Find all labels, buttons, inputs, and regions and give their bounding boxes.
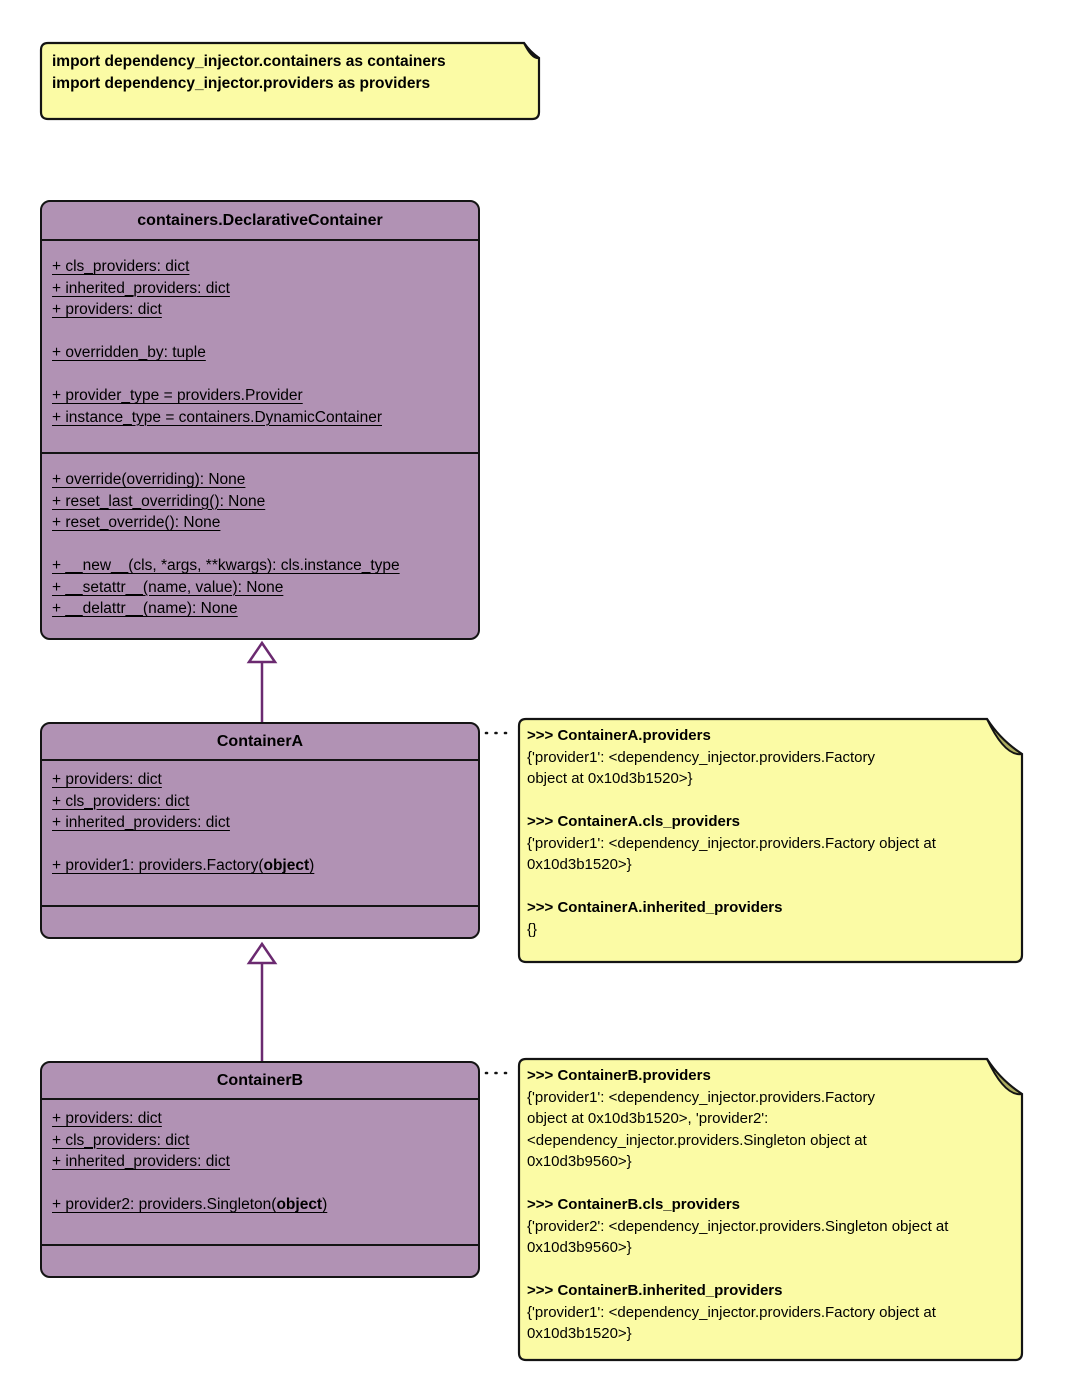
text-segment: object (263, 857, 310, 874)
text-line: {'provider2': <dependency_injector.providers.Singleton object at (527, 1217, 949, 1235)
text-line: + inherited_providers: dict (52, 279, 230, 297)
inheritance-triangle-icon (249, 944, 275, 963)
import-note-text (40, 42, 540, 120)
blank-line (52, 534, 466, 556)
class-title: ContainerA (42, 724, 478, 761)
text-line: >>> ContainerA.cls_providers (527, 813, 741, 830)
blank-line (527, 790, 1015, 812)
text-line: + inherited_providers: dict (52, 1153, 230, 1170)
text-line: >>> ContainerB.cls_providers (527, 1196, 741, 1213)
text-line: <dependency_injector.providers.Singleton object at (527, 1131, 867, 1149)
blank-line (52, 321, 466, 343)
text-line: object at 0x10d3b1520>, 'provider2': (527, 1110, 769, 1127)
blank-line (527, 876, 1015, 898)
repl-note-text (518, 718, 1023, 963)
attributes-compartment (42, 761, 478, 907)
text-line: >>> ContainerA.providers (527, 727, 711, 744)
class-title: containers.DeclarativeContainer (42, 202, 478, 241)
text-line: + __delattr__(name): None (52, 600, 238, 617)
text-line: {} (527, 920, 538, 938)
blank-line (52, 834, 466, 856)
repl-note-container-b (518, 1058, 1023, 1361)
text-line: + providers: dict (52, 771, 162, 788)
text-line: {'provider1': <dependency_injector.providers.Factory (527, 748, 876, 766)
blank-line (52, 364, 466, 386)
text-line: + inherited_providers: dict (52, 814, 230, 831)
text-segment: object (276, 1196, 323, 1213)
text-line: + override(overriding): None (52, 471, 246, 488)
inheritance-triangle-icon (249, 643, 275, 662)
text-line: + __setattr__(name, value): None (52, 578, 284, 596)
text-line (52, 1194, 466, 1216)
repl-note-text (518, 1058, 1023, 1361)
text-line: 0x10d3b1520>} (527, 1325, 632, 1342)
text-line: 0x10d3b9560>} (527, 1239, 632, 1256)
methods-compartment (42, 1246, 478, 1276)
class-container-a (40, 722, 480, 939)
text-line: {'provider1': <dependency_injector.providers.Factory (527, 1088, 876, 1106)
text-line: {'provider1': <dependency_injector.providers.Factory object at (527, 1303, 936, 1321)
methods-compartment (42, 907, 478, 937)
text-line: + cls_providers: dict (52, 792, 190, 810)
text-line: + provider_type = providers.Provider (52, 387, 303, 404)
text-line: + cls_providers: dict (52, 258, 190, 275)
blank-line (52, 1173, 466, 1195)
text-line: >>> ContainerB.inherited_providers (527, 1282, 783, 1299)
text-line: + providers: dict (52, 1110, 162, 1127)
blank-line (527, 1259, 1015, 1281)
text-line: + reset_override(): None (52, 514, 221, 531)
text-line: + instance_type = containers.DynamicContainer (52, 408, 382, 426)
text-line (52, 855, 466, 877)
text-line: + cls_providers: dict (52, 1131, 190, 1149)
text-line: + __new__(cls, *args, **kwargs): cls.instance_type (52, 557, 400, 574)
class-container-b (40, 1061, 480, 1278)
text-line: import dependency_injector.containers as containers (52, 53, 446, 70)
methods-compartment (42, 454, 478, 638)
class-declarative-container (40, 200, 480, 640)
text-segment: ) (309, 857, 315, 874)
attributes-compartment (42, 1100, 478, 1246)
text-segment: + provider2: providers.Singleton( (52, 1196, 277, 1213)
class-title: ContainerB (42, 1063, 478, 1100)
text-line: {'provider1': <dependency_injector.providers.Factory object at (527, 834, 936, 852)
text-line: + providers: dict (52, 301, 162, 318)
repl-note-container-a (518, 718, 1023, 963)
blank-line (527, 1173, 1015, 1195)
text-line: import dependency_injector.providers as providers (52, 74, 431, 92)
text-line: + reset_last_overriding(): None (52, 492, 266, 510)
import-note (40, 42, 540, 120)
text-line: >>> ContainerA.inherited_providers (527, 899, 783, 916)
text-line: 0x10d3b1520>} (527, 856, 632, 873)
text-line: 0x10d3b9560>} (527, 1153, 632, 1170)
text-line: >>> ContainerB.providers (527, 1067, 711, 1084)
text-segment: + provider1: providers.Factory( (52, 857, 264, 874)
text-segment: ) (322, 1196, 328, 1213)
text-line: + overridden_by: tuple (52, 344, 206, 361)
text-line: object at 0x10d3b1520>} (527, 770, 693, 787)
attributes-compartment (42, 241, 478, 454)
